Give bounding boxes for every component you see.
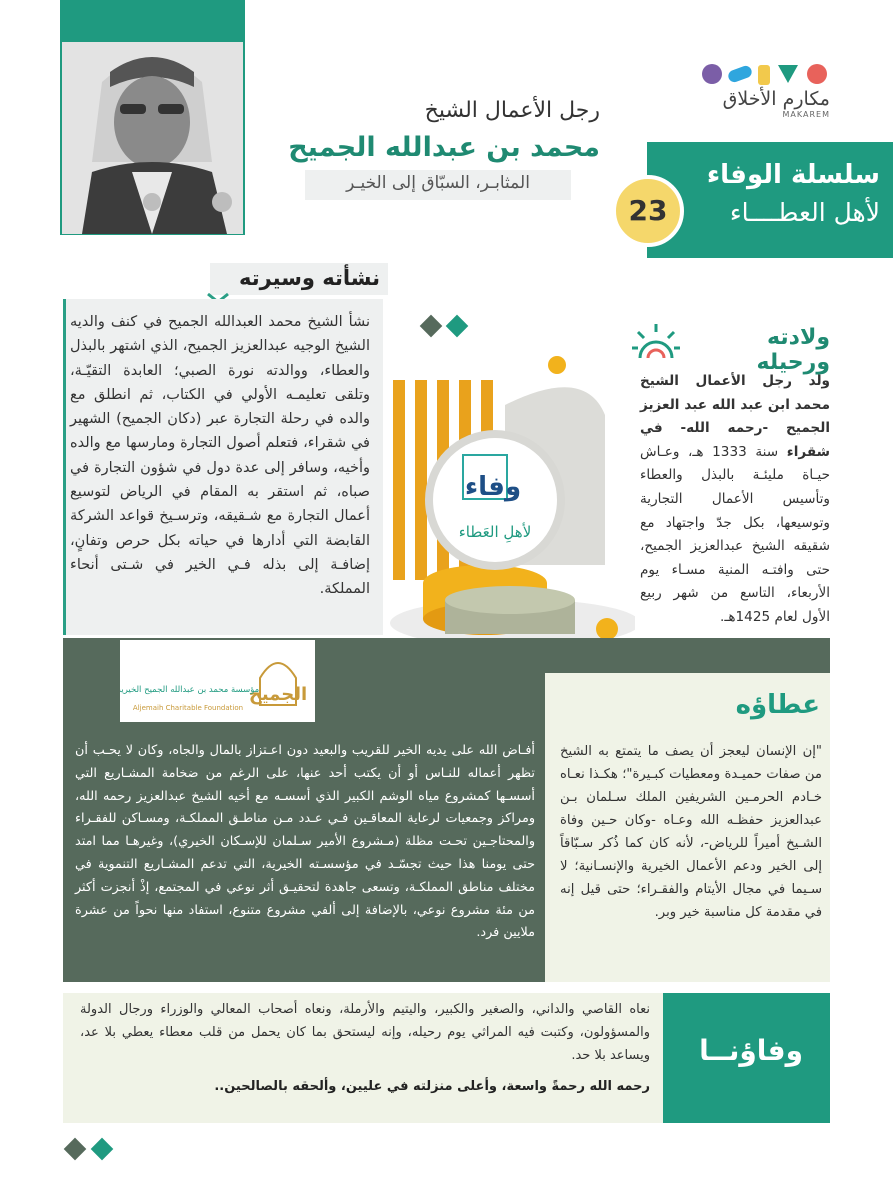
portrait-photo [62, 42, 243, 234]
brand-name: مكارم الأخلاق [722, 88, 830, 110]
foundation-name-en: Aljemaih Charitable Foundation [132, 704, 244, 712]
foundation-caption: مؤسسة محمد بن عبدالله الجميح الخيرية [120, 685, 260, 695]
upbringing-heading: نشأته وسيرته [238, 266, 380, 290]
series-subtitle: لأهل العطــــاء [729, 198, 880, 227]
logo-dot [778, 65, 798, 83]
loyalty-prayer: رحمه الله رحمةً واسعة، وأعلى منزلته في عليين، وألحقه بالصالحين.. [214, 1079, 650, 1094]
diamond-icon [91, 1138, 114, 1161]
foundation-name: الجميح [248, 684, 308, 705]
birth-text [640, 370, 830, 630]
birth-heading: ولادته ورحيله [756, 325, 830, 375]
loyalty-text: نعاه القاصي والداني، والصغير والكبير، واليتيم والأرملة، ونعاه أصحاب المعالي والوزراء ورجال الدولة والمسؤولون، وكتبت فيه المراثي يوم رحيله، وإنه ليستحق بما كان يحمل من قلب معطاء يعطي بلا عد، ويساعد بلا حد. [80, 1002, 650, 1063]
center-logo-title: وفاء [464, 472, 522, 502]
sunrise-icon [630, 318, 682, 364]
birth-lead: ولد رجل الأعمال الشيخ محمد ابن عبد الله عبد العزيز الجميح -رحمه الله- في شقراء [640, 373, 830, 460]
upbringing-text: نشأ الشيخ محمد العبدالله الجميح في كنف والديه الشيخ الوجيه عبدالعزيز الجميح، الذي اشتهر بالبذل والعطاء، ووالدته نورة الصبي؛ العابدة التقيّـة، وتلقى تعليمـه الأولي في الكتاب، ثم انطلق مع والده في رحلة التجارة عبر (دكان الجميح) الشهير في شقراء، فتعلم أصول التجارة ومارسها مع والده وأخيه، وسافر إلى عدة دول في شؤون التجارة في صباه، ثم استقر به المقام في الرياض لتوسيع أعمال التجارة مع شـقيقه، وترسـيخ قواعد الشركة القابضة التي أدارها في حياته بكل حرص وتفانٍ، إضافـة إلى بذله فـي الخير في شـتى أنحاء المملكة. [70, 314, 370, 598]
logo-dot [702, 64, 722, 84]
series-number-badge: 23 [612, 175, 684, 247]
foundation-logo [120, 640, 315, 722]
brand-name-en: MAKAREM [782, 110, 830, 119]
series-title: سلسلة الوفاء [706, 160, 880, 190]
subtitle: المثابـر، السبّاق إلى الخيـر [346, 173, 530, 193]
center-logo-subtitle: لأهلِ العَطاء [458, 523, 532, 541]
birth-body: سنة 1333 هـ، وعـاش حيـاة مليئـة بالبذل والعطاء وتأسيس الأعمال التجارية وتوسيعها، بكل جدّ واجتهاد مع شقيقه الشيخ عبدالعزيز الجميح، حتى وافتـه المنية مسـاء يوم الأربعاء، التاسع من شهر ربيع الأول لعام 1425هـ. [640, 443, 830, 625]
giving-heading: عطاؤه [735, 690, 820, 720]
portrait-illustration [62, 42, 243, 234]
loyalty-heading: وفاؤنــا [699, 1034, 803, 1067]
page-title: محمد بن عبدالله الجميح [288, 132, 600, 163]
logo-dot [807, 64, 827, 84]
diamond-icon [64, 1138, 87, 1161]
giving-quote: "إن الإنسان ليعجز أن يصف ما يتمتع به الشيخ من صفات حميـدة ومعطيات كبـيرة"؛ هكـذا نعـاه خـادم الحرمـين الشريفين الملك سـلمان بـن عبدالعزيز حفظـه الله وعـاه -وكان حـين وفاة الشـيخ أميراً للرياض-، لأنه كان كما ذُكر سـبّاقاً إلى الخير ودعم الأعمال الخيرية والإنسـانية؛ لا سـيما في مجال الأيتام والفقـراء؛ حتى قيل إنه في مقدمة كل مناسبة خير وبر. [560, 744, 822, 920]
title-prefix: رجل الأعمال الشيخ [424, 98, 600, 123]
foundation-logo-icon [120, 640, 315, 722]
giving-text: أفـاض الله على يديه الخير للقريب والبعيد دون اعـتزاز بالمال والجاه، وكان لا يحـب أن تظهر أعماله للنـاس أو أن يكتب أحد عنها، على الرغم من ضخامة المشـاريع التي أسسـها كمشروع مياه الوشم الكبير الذي أسسـه مع أخيه الشيخ عبدالعزيز رحمه الله، ومراكز وجمعيات لرعاية المعاقـين فـي عـدد مـن مناطـق المملكـة، ومسـاكن للفقـراء والمحتاجـين تحـت مظلة (مـشروع الأمير سـلمان للإسـكان الخيري)، وغيرهـا مما امتد حتى يومنا هذا حيث تجسّـد في مؤسسـته الخيرية، التي تدعم المشـاريع التنموية في مختلف مناطق المملكـة، وتسعى جاهدة لتحقيـق أثر نوعي في المجتمع، إذْ أنجزت أكثر من مئة مشروع نوعي، بالإضافة إلى ألفي مشروع متنوع، استفاد منها نحواً من عشرة ملايين فرد. [75, 743, 535, 941]
logo-dot [758, 65, 770, 85]
center-illustration [385, 305, 635, 650]
logo-dot [727, 64, 754, 83]
brand-logo-icon [700, 63, 830, 85]
